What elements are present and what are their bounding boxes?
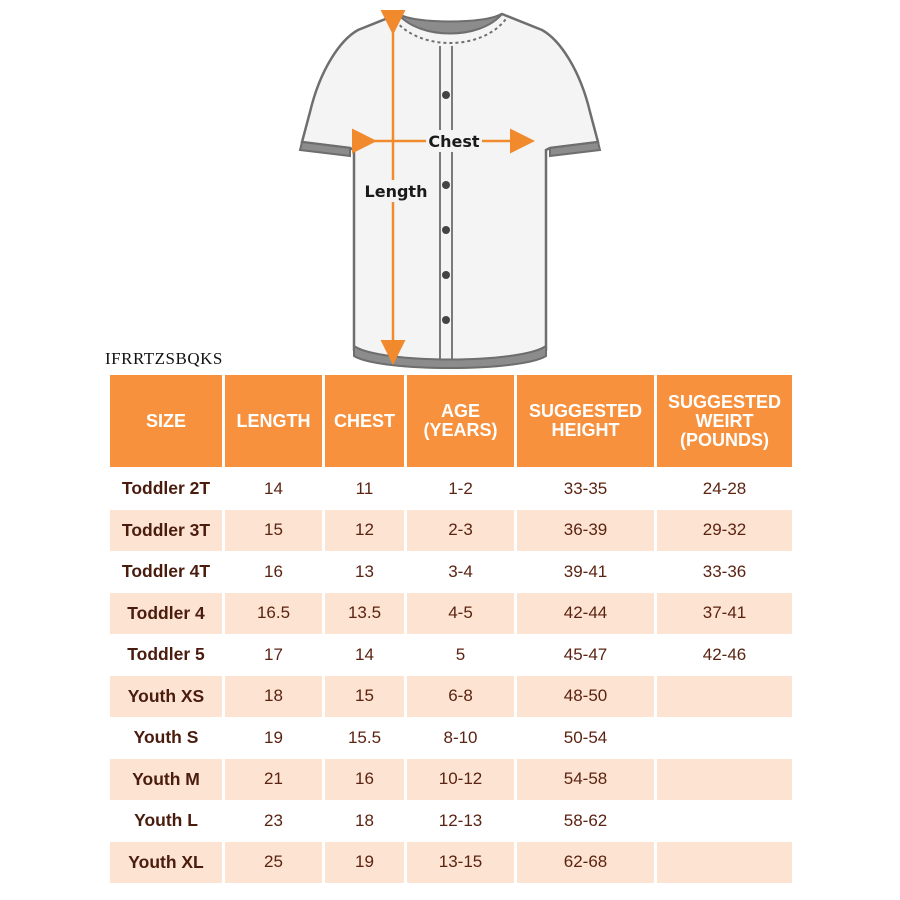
table-cell: 24-28: [702, 478, 747, 498]
column-header: [407, 375, 514, 467]
table-cell: 45-47: [563, 644, 608, 664]
table-cell: 18: [225, 676, 322, 718]
table-cell: 15: [325, 676, 404, 718]
table-cell: 50-54: [563, 727, 608, 747]
column-header-line: CHEST: [333, 410, 395, 431]
size-chart-table: [107, 375, 795, 883]
table-cell: 14: [264, 478, 283, 498]
column-header: [110, 375, 222, 467]
column-header-line: SUGGESTED: [528, 401, 643, 421]
table-cell: [657, 759, 792, 801]
table-header-row: [110, 375, 792, 467]
table-cell: 21: [225, 759, 322, 801]
column-header: [517, 375, 654, 467]
table-row: [110, 800, 792, 842]
table-cell: 42-44: [517, 593, 654, 635]
table-cell: 33-35: [563, 478, 608, 498]
table-row: [110, 717, 792, 759]
table-cell: 3-4: [448, 561, 473, 581]
table-cell: 19: [264, 727, 283, 747]
button-shirt-icon: [280, 0, 620, 372]
table-cell: 29-32: [657, 510, 792, 552]
chest-label: Chest: [428, 132, 480, 151]
table-cell: 1-2: [448, 478, 473, 498]
column-header: [225, 375, 322, 467]
table-cell: 16: [325, 759, 404, 801]
table-cell: 11: [355, 478, 374, 498]
size-cell: Toddler 2T: [121, 478, 211, 499]
table-cell: 5: [455, 644, 466, 664]
size-cell: Youth XL: [110, 842, 222, 884]
table-cell: 23: [264, 810, 283, 830]
table-cell: 15: [225, 510, 322, 552]
table-cell: 25: [225, 842, 322, 884]
table-cell: 16.5: [225, 593, 322, 635]
size-cell: Youth S: [133, 727, 199, 748]
size-cell: Toddler 3T: [110, 510, 222, 552]
table-cell: 2-3: [407, 510, 514, 552]
table-cell: 12-13: [438, 810, 483, 830]
table-cell: 48-50: [517, 676, 654, 718]
column-header-line: (POUNDS): [680, 429, 769, 450]
table-cell: [657, 800, 792, 842]
table-cell: 42-46: [702, 644, 747, 664]
table-cell: 14: [355, 644, 374, 664]
table-cell: 6-8: [407, 676, 514, 718]
column-header-line: (YEARS): [423, 420, 498, 440]
table-cell: 17: [264, 644, 283, 664]
shirt-diagram: [280, 0, 620, 372]
column-header-line: HEIGHT: [551, 420, 620, 440]
table-cell: [657, 842, 792, 884]
table-cell: 37-41: [657, 593, 792, 635]
table-row: [110, 467, 792, 510]
table-row: [110, 551, 792, 593]
column-header-line: AGE: [440, 401, 480, 421]
column-header: [325, 375, 404, 467]
table-row: [110, 842, 792, 884]
table-row: [110, 510, 792, 552]
table-cell: 54-58: [517, 759, 654, 801]
size-cell: Toddler 5: [127, 644, 205, 665]
table-cell: 16: [264, 561, 283, 581]
column-header-line: SIZE: [145, 410, 186, 431]
shirt-body: [302, 14, 598, 364]
table-cell: 18: [355, 810, 374, 830]
table-cell: [657, 676, 792, 718]
table-cell: 19: [325, 842, 404, 884]
table-cell: 39-41: [563, 561, 608, 581]
table-cell: 13.5: [325, 593, 404, 635]
size-cell: Youth L: [134, 810, 198, 831]
table-cell: [657, 717, 792, 759]
size-cell: Toddler 4T: [121, 561, 211, 582]
table-cell: 58-62: [563, 810, 608, 830]
brand-code: IFRRTZSBQKS: [105, 349, 223, 368]
table-cell: 13-15: [407, 842, 514, 884]
table-cell: 12: [325, 510, 404, 552]
length-label: Length: [364, 182, 428, 201]
table-cell: 36-39: [517, 510, 654, 552]
table-row: [110, 759, 792, 801]
table-cell: 13: [355, 561, 374, 581]
table-row: [110, 593, 792, 635]
column-header-line: SUGGESTED: [667, 391, 782, 412]
column-header-line: WEIRT: [695, 410, 754, 431]
size-cell: Youth XS: [110, 676, 222, 718]
column-header: [657, 375, 792, 467]
table-row: [110, 676, 792, 718]
table-cell: 4-5: [407, 593, 514, 635]
table-cell: 15.5: [347, 727, 382, 747]
table-row: [110, 634, 792, 676]
table-cell: 62-68: [517, 842, 654, 884]
table-cell: 10-12: [407, 759, 514, 801]
column-header-line: LENGTH: [236, 410, 311, 431]
size-cell: Youth M: [110, 759, 222, 801]
size-cell: Toddler 4: [110, 593, 222, 635]
table-cell: 8-10: [443, 727, 478, 747]
table-cell: 33-36: [702, 561, 747, 581]
